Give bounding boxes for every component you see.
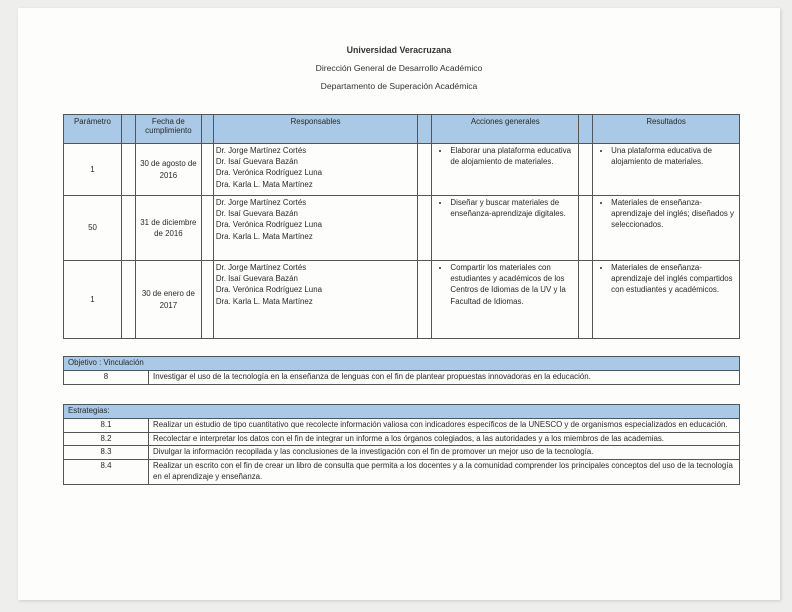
document-page — [18, 8, 780, 600]
table-row — [64, 261, 740, 339]
strategy-text: Realizar un escrito con el fin de crear un libro de consulta que permita a los docentes y a la comunidad comprender los principales conceptos del uso de la tecnología en el aprendizaje y enseñanza. — [149, 460, 740, 485]
strategy-number: 8.1 — [64, 418, 149, 432]
university-title: Universidad Veracruzana — [346, 45, 452, 55]
cell-responsables — [213, 144, 418, 196]
accion-bullet: • Elaborar una plataforma educativa de alojamiento de materiales. — [450, 145, 576, 167]
table-row — [64, 196, 740, 261]
action-plan-table — [63, 114, 740, 339]
resultado-bullet: • Materiales de enseñanza-aprendizaje del inglés; diseñados y seleccionados. — [611, 197, 737, 231]
cell-fecha: 30 de agosto de 2016 — [135, 144, 201, 196]
strategy-row — [64, 432, 740, 446]
col-header-responsables: Responsables — [213, 115, 418, 144]
col-header-parametro: Parámetro — [64, 115, 122, 144]
cell-accion — [432, 144, 579, 196]
objective-table — [63, 356, 740, 385]
objective-label: Objetivo : Vinculación — [64, 357, 740, 371]
strategy-number: 8.2 — [64, 432, 149, 446]
strategies-label: Estrategias: — [64, 405, 740, 419]
col-header-resultados: Resultados — [593, 115, 740, 144]
responsable: Dra. Karla L. Mata Martínez — [215, 179, 313, 189]
responsable: Dr. Isaí Guevara Bazán — [215, 274, 298, 284]
strategy-text: Realizar un estudio de tipo cuantitativo que recolecte información valiosa con indicadores específicos de la UNESCO y de organismos especializados en educación. — [149, 418, 740, 432]
cell-parametro: 50 — [64, 196, 122, 261]
col-header-acciones: Acciones generales — [432, 115, 579, 144]
strategies-table — [63, 404, 740, 485]
responsable: Dra. Verónica Rodríguez Luna — [215, 220, 322, 230]
resultado-bullet: • Una plataforma educativa de alojamiento de materiales. — [611, 145, 737, 167]
cell-accion — [432, 261, 579, 339]
cell-parametro: 1 — [64, 144, 122, 196]
strategy-number: 8.4 — [64, 460, 149, 485]
objective-text: Investigar el uso de la tecnología en la enseñanza de lenguas con el fin de plantear propuestas innovadoras en la educación. — [149, 370, 740, 384]
col-header-fecha: Fecha de cumplimiento — [135, 115, 201, 144]
cell-parametro: 1 — [64, 261, 122, 339]
strategy-row — [64, 460, 740, 485]
resultado-bullet: • Materiales de enseñanza-aprendizaje del inglés compartidos con estudiantes y académicos. — [611, 262, 737, 296]
responsable: Dra. Verónica Rodríguez Luna — [215, 168, 322, 178]
responsable: Dr. Isaí Guevara Bazán — [215, 209, 298, 219]
cell-resultado — [593, 196, 740, 261]
cell-fecha: 31 de diciembre de 2016 — [135, 196, 201, 261]
table-row — [64, 144, 740, 196]
responsable: Dr. Jorge Martínez Cortés — [215, 198, 307, 207]
strategy-text: Recolectar e interpretar los datos con el fin de integrar un informe a los órganos colegiados, a las autoridades y a los miembros de las academias. — [149, 432, 740, 446]
table-header-row — [64, 115, 740, 144]
direction-title: Dirección General de Desarrollo Académico — [315, 63, 483, 73]
accion-bullet: • Compartir los materiales con estudiantes y académicos de los Centros de Idiomas de la UV y la Facultad de Idiomas. — [450, 262, 576, 307]
cell-resultado — [593, 144, 740, 196]
department-title: Departamento de Superación Académica — [320, 81, 478, 91]
responsable: Dra. Karla L. Mata Martínez — [215, 296, 313, 306]
cell-responsables — [213, 196, 418, 261]
responsable: Dra. Verónica Rodríguez Luna — [215, 285, 322, 295]
responsable: Dr. Isaí Guevara Bazán — [215, 157, 298, 167]
objective-number: 8 — [64, 370, 149, 384]
responsable: Dr. Jorge Martínez Cortés — [215, 146, 307, 155]
strategy-number: 8.3 — [64, 446, 149, 460]
cell-accion — [432, 196, 579, 261]
responsable: Dra. Karla L. Mata Martínez — [215, 231, 313, 241]
strategy-text: Divulgar la información recopilada y las conclusiones de la investigación con el fin de promover un mejor uso de la tecnología. — [149, 446, 740, 460]
strategy-row — [64, 446, 740, 460]
strategy-row — [64, 418, 740, 432]
responsable: Dr. Jorge Martínez Cortés — [215, 263, 307, 272]
cell-resultado — [593, 261, 740, 339]
cell-responsables — [213, 261, 418, 339]
accion-bullet: • Diseñar y buscar materiales de enseñanza-aprendizaje digitales. — [450, 197, 576, 219]
cell-fecha: 30 de enero de 2017 — [135, 261, 201, 339]
